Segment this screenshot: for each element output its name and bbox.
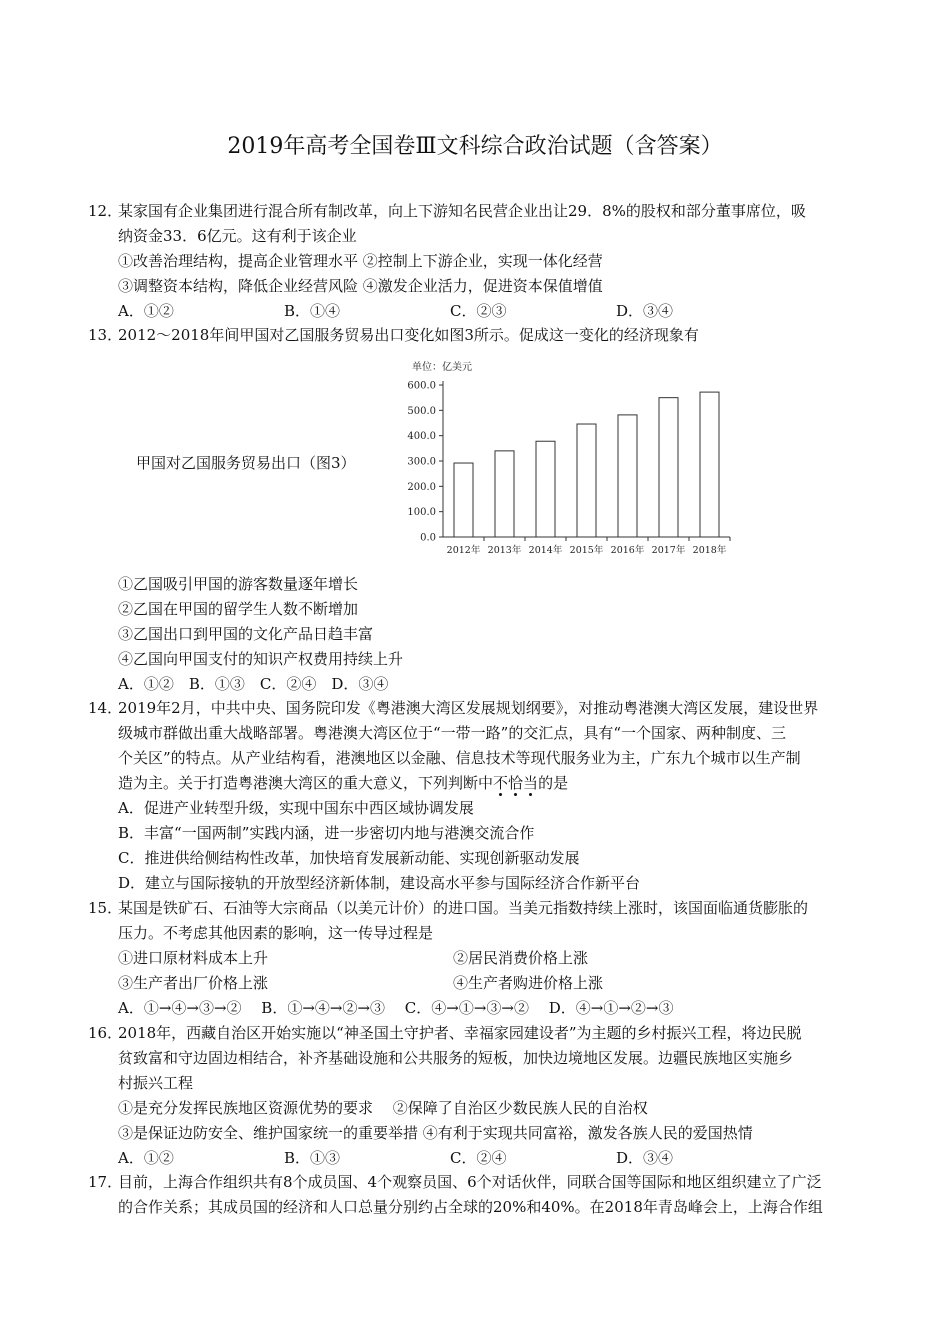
- question-stem: 级城市群做出重大战略部署。粤港澳大湾区位于“一带一路”的交汇点，具有“一个国家、两种制度、三: [118, 724, 787, 742]
- x-tick-label: 2017年: [651, 545, 686, 556]
- option-c: C．②③: [450, 302, 507, 320]
- option-a: A．①②: [118, 302, 174, 320]
- x-tick-label: 2015年: [569, 545, 604, 556]
- question-stem: 个关区”的特点。从产业结构看，港澳地区以金融、信息技术等现代服务业为主，广东九个城市以生产制: [118, 749, 801, 767]
- question-stem: 的合作关系；其成员国的经济和人口总量分别约占全球的20%和40%。在2018年青岛峰会上，上海合作组: [118, 1198, 823, 1216]
- question-stem: 某国是铁矿石、石油等大宗商品（以美元计价）的进口国。当美元指数持续上涨时，该国面临通货膨胀的: [118, 899, 809, 917]
- statement: ①是充分发挥民族地区资源优势的要求 ②保障了自治区少数民族人民的自治权: [118, 1099, 648, 1117]
- option-a: A．促进产业转型升级，实现中国东中西区域协调发展: [118, 799, 474, 817]
- question-stem: 2018年，西藏自治区开始实施以“神圣国土守护者、幸福家园建设者”为主题的乡村振兴工程，将边民脱: [118, 1024, 802, 1042]
- question-stem: 2012～2018年间甲国对乙国服务贸易出口变化如图3所示。促成这一变化的经济现象有: [118, 326, 699, 344]
- question-13: [88, 323, 878, 348]
- question-13-statements: [88, 572, 878, 697]
- question-12: [88, 199, 878, 324]
- option-c: C．推进供给侧结构性改革，加快培育发展新动能、实现创新驱动发展: [118, 849, 580, 867]
- option-c: C．②④: [450, 1149, 507, 1167]
- question-16: [88, 1021, 878, 1171]
- emphasis-char: 当: [523, 774, 539, 792]
- question-stem: 贫致富和守边固边相结合，补齐基础设施和公共服务的短板，加快边境地区发展。边疆民族地区实施乡: [118, 1049, 794, 1067]
- option-a: A．①②: [118, 1149, 174, 1167]
- statement: ④乙国向甲国支付的知识产权费用持续上升: [118, 650, 404, 668]
- statement: ①改善治理结构，提高企业管理水平 ②控制上下游企业，实现一体化经营: [118, 252, 603, 270]
- chart-unit-label: 单位：亿美元: [412, 362, 472, 373]
- statement: ③是保证边防安全、维护国家统一的重要举措 ④有利于实现共同富裕，激发各族人民的爱国热情: [118, 1124, 753, 1142]
- chart-caption: 甲国对乙国服务贸易出口（图3）: [136, 454, 356, 472]
- x-tick-label: 2012年: [446, 545, 481, 556]
- emphasis-char: 不: [493, 774, 509, 792]
- answer-options: [88, 1146, 878, 1171]
- question-stem: 压力。不考虑其他因素的影响，这一传导过程是: [118, 924, 434, 942]
- question-14: [88, 696, 878, 896]
- bar: [618, 415, 637, 537]
- question-number: 16．: [88, 1024, 123, 1042]
- statement: ②居民消费价格上涨: [453, 949, 589, 967]
- y-tick-label: 600.0: [407, 380, 436, 392]
- y-tick-label: 300.0: [407, 456, 436, 468]
- y-tick-label: 100.0: [407, 507, 436, 519]
- bar: [454, 463, 473, 537]
- question-stem: 纳资金33．6亿元。这有利于该企业: [118, 227, 357, 245]
- question-number: 12．: [88, 202, 123, 220]
- page-title: 2019年高考全国卷Ⅲ文科综合政治试题（含答案）: [227, 134, 723, 159]
- y-tick-label: 400.0: [407, 431, 436, 443]
- question-number: 15．: [88, 899, 123, 917]
- option-d: D．③④: [616, 1149, 674, 1167]
- question-number: 14．: [88, 699, 123, 717]
- x-tick-label: 2014年: [528, 545, 563, 556]
- answer-options: [88, 299, 878, 324]
- bar-chart: [400, 358, 740, 568]
- statement: ④生产者购进价格上涨: [453, 974, 604, 992]
- question-stem: 某家国有企业集团进行混合所有制改革，向上下游知名民营企业出让29．8%的股权和部分董事席位，吸: [118, 202, 806, 220]
- statement: ③生产者出厂价格上涨: [118, 974, 269, 992]
- option-b: B．①④: [284, 302, 341, 320]
- statement-row: [88, 946, 878, 971]
- option-b: B．①③: [284, 1149, 341, 1167]
- bar: [536, 441, 555, 537]
- statement-row: [88, 971, 878, 996]
- statement: ①进口原材料成本上升: [118, 949, 269, 967]
- question-stem: [88, 771, 878, 796]
- question-stem: 目前，上海合作组织共有8个成员国、4个观察员国、6个对话伙伴，同联合国等国际和地区组织建立了广泛: [118, 1173, 822, 1191]
- emphasis-char: 恰: [508, 774, 524, 792]
- option-d: D．③④: [616, 302, 674, 320]
- y-tick-label: 200.0: [407, 481, 436, 493]
- question-stem: 2019年2月，中共中央、国务院印发《粤港澳大湾区发展规划纲要》，对推动粤港澳大湾区发展，建设世界: [118, 699, 819, 717]
- statement: ②乙国在甲国的留学生人数不断增加: [118, 600, 359, 618]
- bar: [495, 451, 514, 537]
- question-number: 13．: [88, 326, 123, 344]
- y-tick-label: 500.0: [407, 405, 436, 417]
- question-stem: 村振兴工程: [118, 1074, 194, 1092]
- x-tick-label: 2013年: [487, 545, 522, 556]
- statement: ③调整资本结构，降低企业经营风险 ④激发企业活力，促进资本保值增值: [118, 277, 603, 295]
- option-d: D．建立与国际接轨的开放型经济新体制，建设高水平参与国际经济合作新平台: [118, 874, 641, 892]
- stem-text: 的是: [538, 774, 569, 792]
- question-17: [88, 1170, 878, 1220]
- option-b: B．丰富“一国两制”实践内涵，进一步密切内地与港澳交流合作: [118, 824, 535, 842]
- statement: ③乙国出口到甲国的文化产品日趋丰富: [118, 625, 374, 643]
- y-tick-label: 0.0: [420, 532, 436, 544]
- question-number: 17．: [88, 1173, 123, 1191]
- answer-options: A．①→④→③→② B．①→④→②→③ C．④→①→③→② D．④→①→②→③: [118, 999, 674, 1017]
- bar: [659, 398, 678, 537]
- bar: [577, 424, 596, 537]
- bar: [700, 392, 719, 537]
- question-15: [88, 896, 878, 1021]
- answer-options: A．①② B．①③ C．②④ D．③④: [118, 675, 389, 693]
- stem-text: 造为主。关于打造粤港澳大湾区的重大意义，下列判断中: [118, 774, 494, 792]
- statement: ①乙国吸引甲国的游客数量逐年增长: [118, 575, 359, 593]
- x-tick-label: 2018年: [692, 545, 727, 556]
- x-tick-label: 2016年: [610, 545, 645, 556]
